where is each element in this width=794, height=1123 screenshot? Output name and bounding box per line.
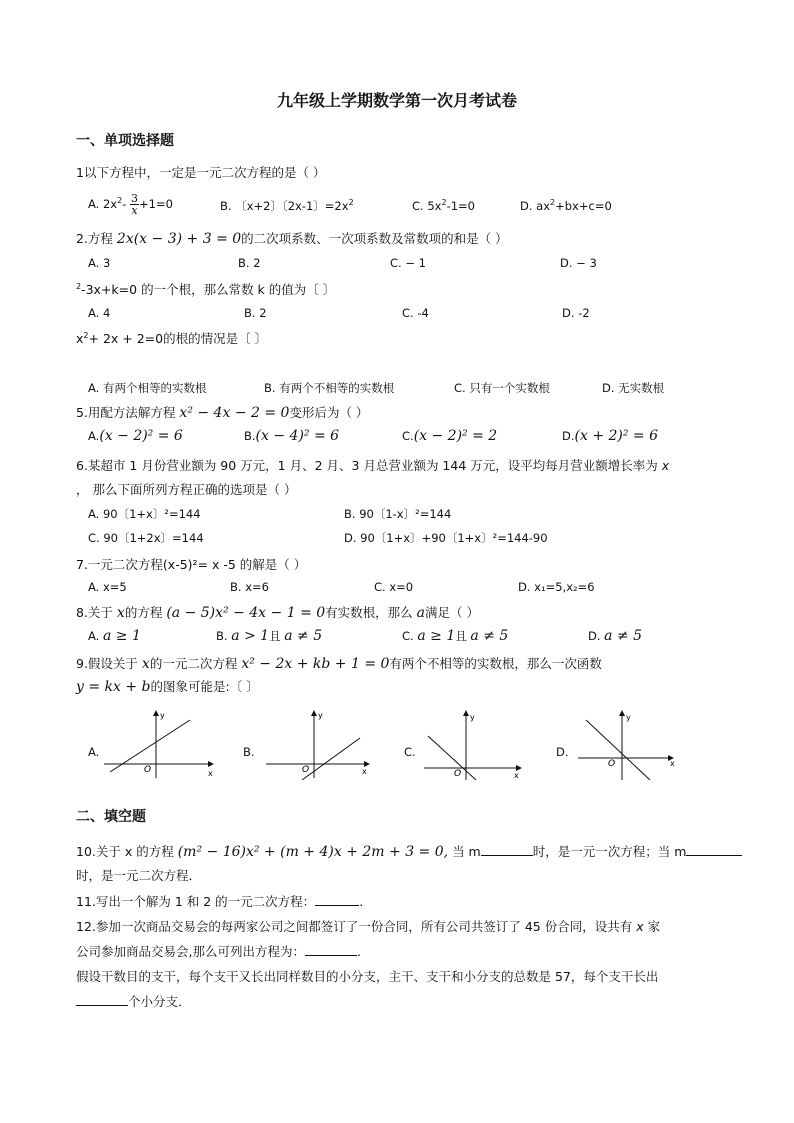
graph-a-label: A. — [88, 745, 100, 759]
q11-blank[interactable] — [315, 893, 359, 906]
question-5-stem — [76, 403, 368, 421]
question-13-line-1: 假设干数目的支干，每个支干又长出同样数目的小分支，主干、支干和小分支的总数是 57，每个支干长出 — [76, 969, 659, 984]
q5-d-label: D. — [562, 429, 575, 443]
question-2-stem — [76, 229, 508, 247]
q10-mid2: 时，是一元一次方程；当 m — [532, 844, 687, 859]
q10-blank-2[interactable] — [686, 843, 742, 856]
q9-var: x — [141, 656, 150, 672]
graph-c-label: C. — [404, 745, 416, 759]
question-2-option-c: C. − 1 — [390, 256, 426, 270]
q5-b-label: B. — [244, 429, 256, 443]
q6-line1-var: x — [661, 458, 670, 473]
question-3-option-b: B. 2 — [244, 306, 267, 320]
q9-line2-suffix: 的图象可能是:〔 〕 — [150, 679, 259, 694]
q1-a-label: A. 2x — [88, 197, 118, 211]
question-10-line-1 — [76, 842, 742, 860]
q2-equation: 2x(x − 3) + 3 = 0 — [116, 231, 242, 247]
section-single-choice: 一、单项选择题 — [76, 133, 174, 149]
graph-a-origin: O — [144, 765, 152, 775]
question-3-option-c: C. -4 — [402, 306, 429, 320]
q1-b-text: B. 〔x+2〕〔2x-1〕=2x — [220, 199, 349, 213]
q2-suffix: 的二次项系数、一次项系数及常数项的和是（ ） — [241, 231, 508, 246]
graph-c — [420, 708, 526, 780]
q4-stem-text: + 2x + 2=0的根的情况是〔 〕 — [88, 331, 268, 346]
graph-c-x-label: x — [514, 771, 519, 780]
question-2-option-b: B. 2 — [238, 256, 261, 270]
q9-line2-eq: y = kx + b — [76, 679, 151, 695]
question-2-option-d: D. − 3 — [560, 256, 597, 270]
graph-d-label: D. — [556, 745, 569, 759]
question-6-line-2: ， 那么下面所列方程正确的选项是（ ） — [76, 482, 297, 497]
question-13-line-2 — [76, 992, 191, 1010]
q9-mid: 的一元二次方程 — [149, 656, 238, 671]
q10-mid: 当 m — [452, 844, 481, 859]
q8-prefix: 8.关于 — [76, 605, 113, 620]
graph-b-label: B. — [243, 745, 255, 759]
question-11 — [76, 892, 363, 910]
q10-prefix: 10.关于 x 的方程 — [76, 844, 174, 859]
question-9-line-1 — [76, 654, 602, 672]
q12-line1-text: 12.参加一次商品交易会的每两家公司之间都签订了一份合同，所有公司共签订了 45 份合同，设共有 — [76, 919, 633, 934]
question-6-option-b: B. 90〔1-x〕²=144 — [344, 507, 452, 521]
graph-d — [574, 708, 680, 780]
graph-b-y-arrow — [311, 710, 317, 716]
question-1-stem: 1以下方程中，一定是一元二次方程的是（ ） — [76, 165, 326, 180]
question-8-option-b — [216, 628, 322, 644]
q8-c-and: 且 — [455, 629, 467, 643]
question-4-option-a: A. 有两个相等的实数根 — [88, 381, 207, 395]
q8-c-eq: a ≥ 1 — [417, 628, 456, 644]
graph-d-line — [586, 720, 650, 780]
q3-stem-text: -3x+k=0 的一个根，那么常数 k 的值为〔 〕 — [81, 282, 336, 297]
q8-b-label: B. — [216, 629, 228, 643]
graph-b-line — [302, 738, 360, 780]
graph-c-origin: O — [454, 769, 462, 779]
q11-end: . — [359, 894, 364, 909]
question-6-option-d: D. 90〔1+x〕+90〔1+x〕²=144-90 — [344, 531, 548, 545]
graph-a — [100, 708, 218, 780]
question-5-option-d — [562, 428, 658, 444]
question-3-option-a: A. 4 — [88, 306, 111, 320]
q8-d-label: D. — [588, 629, 601, 643]
question-8-option-d — [588, 628, 642, 644]
question-7-option-c: C. x=0 — [374, 580, 414, 594]
q2-prefix: 2.方程 — [76, 231, 113, 246]
q8-suffix: 有实数根，那么 — [325, 605, 413, 620]
graph-c-line — [428, 736, 476, 780]
q5-a-label: A. — [88, 429, 100, 443]
q13-line2-text: 个小分支． — [128, 994, 191, 1009]
question-7-option-d: D. x₁=5,x₂=6 — [518, 580, 595, 594]
question-4-option-c: C. 只有一个实数根 — [454, 381, 550, 395]
q11-stem: 11.写出一个解为 1 和 2 的一元二次方程： — [76, 894, 316, 909]
q8-var: x — [116, 605, 125, 621]
graph-a-y-label: y — [160, 711, 165, 720]
q13-blank[interactable] — [76, 993, 128, 1006]
q9-equation: x² − 2x + kb + 1 = 0 — [241, 656, 390, 672]
q8-var2: a — [416, 605, 426, 621]
question-4-stem: $x^2+ 2x + 2=0$的根的情况是〔 〕 — [76, 330, 268, 346]
q5-prefix: 5.用配方法解方程 — [76, 405, 176, 420]
question-12-line-2 — [76, 942, 361, 960]
q12-line1-var: x — [636, 919, 644, 934]
question-6-line-1 — [76, 456, 669, 474]
graph-a-x-label: x — [208, 769, 213, 778]
question-9-line-2 — [76, 677, 259, 695]
q5-d-eq: (x + 2)² = 6 — [574, 428, 659, 444]
q9-prefix: 9.假设关于 — [76, 656, 138, 671]
q8-d-eq: a ≠ 5 — [604, 628, 643, 644]
question-4-option-b: B. 有两个不相等的实数根 — [264, 381, 395, 395]
question-4-option-d: D. 无实数根 — [602, 381, 665, 395]
question-6-option-a: A. 90〔1+x〕²=144 — [88, 507, 201, 521]
q8-c-eq2: a ≠ 5 — [470, 628, 509, 644]
q8-b-eq: a > 1 — [231, 628, 270, 644]
question-2-option-a: A. 3 — [88, 256, 111, 270]
q1-c-tail: -1=0 — [446, 198, 475, 213]
q6-line1-text: 6.某超市 1 月份营业额为 90 万元，1 月、2 月、3 月总营业额为 144 万元，设平均每月营业额增长率为 — [76, 458, 658, 473]
question-5-option-c — [402, 428, 497, 444]
question-7-stem: 7.一元二次方程(x-5)²= x -5 的解是（ ） — [76, 557, 307, 572]
question-3-stem: $^2$-3x+k=0 的一个根，那么常数 k 的值为〔 〕 — [76, 281, 336, 297]
graph-c-y-arrow — [463, 710, 469, 716]
question-5-option-b — [244, 428, 339, 444]
q5-c-label: C. — [402, 429, 414, 443]
q5-a-eq: (x − 2)² = 6 — [99, 428, 183, 444]
graph-d-x-label: x — [670, 759, 675, 768]
graph-d-y-arrow — [619, 710, 625, 716]
question-8-stem — [76, 603, 479, 621]
q1-a-tail: +1=0 — [139, 197, 173, 211]
q5-equation: x² − 4x − 2 = 0 — [179, 405, 290, 421]
graph-b-origin: O — [302, 765, 310, 775]
section-fill-in: 二、填空题 — [76, 809, 146, 825]
q1-frac-num: 3 — [131, 192, 139, 205]
graph-a-y-arrow — [153, 710, 159, 716]
question-12-line-1 — [76, 917, 660, 935]
question-10-line-2: 时，是一元二次方程． — [76, 868, 202, 883]
question-1-option-c: C. $5x^2-1=0$ — [412, 198, 475, 213]
q8-mid: 的方程 — [124, 605, 163, 620]
graph-a-x-arrow — [208, 761, 214, 767]
question-7-option-b: B. x=6 — [230, 580, 269, 594]
graph-d-y-label: y — [626, 713, 631, 722]
question-6-option-c: C. 90〔1+2x〕=144 — [88, 531, 204, 545]
q8-a-eq: a ≥ 1 — [102, 628, 141, 644]
q5-b-eq: (x − 4)² = 6 — [255, 428, 340, 444]
q1-d-tail: +bx+c=0 — [555, 198, 612, 213]
q8-a-label: A. — [88, 629, 100, 643]
q9-suffix: 有两个不相等的实数根，那么一次函数 — [389, 656, 602, 671]
graph-b — [262, 708, 374, 780]
graph-d-origin: O — [608, 759, 616, 769]
page-title: 九年级上学期数学第一次月考试卷 — [276, 91, 517, 110]
question-8-option-a — [88, 628, 141, 644]
question-7-option-a: A. x=5 — [88, 580, 127, 594]
question-1-option-d: D. $ax^2+bx+c=0$ — [520, 198, 612, 213]
q8-b-eq2: a ≠ 5 — [284, 628, 323, 644]
q1-fraction — [130, 193, 139, 216]
q8-b-and: 且 — [269, 629, 281, 643]
graph-c-y-label: y — [470, 713, 475, 722]
q12-line2-text: 公司参加商品交易会,那么可列出方程为： — [76, 944, 305, 959]
q8-c-label: C. — [402, 629, 414, 643]
q1-frac-den: x — [131, 204, 138, 217]
q12-blank[interactable] — [305, 943, 357, 956]
q12-line1-end: 家 — [647, 919, 661, 934]
q1-d-text: D. ax — [520, 198, 551, 213]
q5-suffix: 变形后为（ ） — [289, 405, 369, 420]
question-1-option-b: B. 〔x+2〕〔2x-1〕$=2x^2$ — [220, 198, 354, 213]
q8-equation: (a − 5)x² − 4x − 1 = 0 — [166, 605, 326, 621]
question-1-option-a: A. $2x^2-$ $\frac{3}{x}$ +1=0 — [88, 192, 173, 217]
q10-equation: (m² − 16)x² + (m + 4)x + 2m + 3 = 0, — [177, 844, 449, 860]
q5-c-eq: (x − 2)² = 2 — [413, 428, 498, 444]
q8-end: 满足（ ） — [425, 605, 479, 620]
q10-blank-1[interactable] — [481, 843, 533, 856]
graph-b-x-label: x — [362, 767, 367, 776]
graph-b-y-label: y — [318, 711, 323, 720]
question-5-option-a — [88, 428, 183, 444]
question-8-option-c — [402, 628, 508, 644]
q12-line2-end: . — [356, 944, 361, 959]
q1-c-text: C. 5x — [412, 198, 442, 213]
question-3-option-d: D. -2 — [562, 306, 590, 320]
